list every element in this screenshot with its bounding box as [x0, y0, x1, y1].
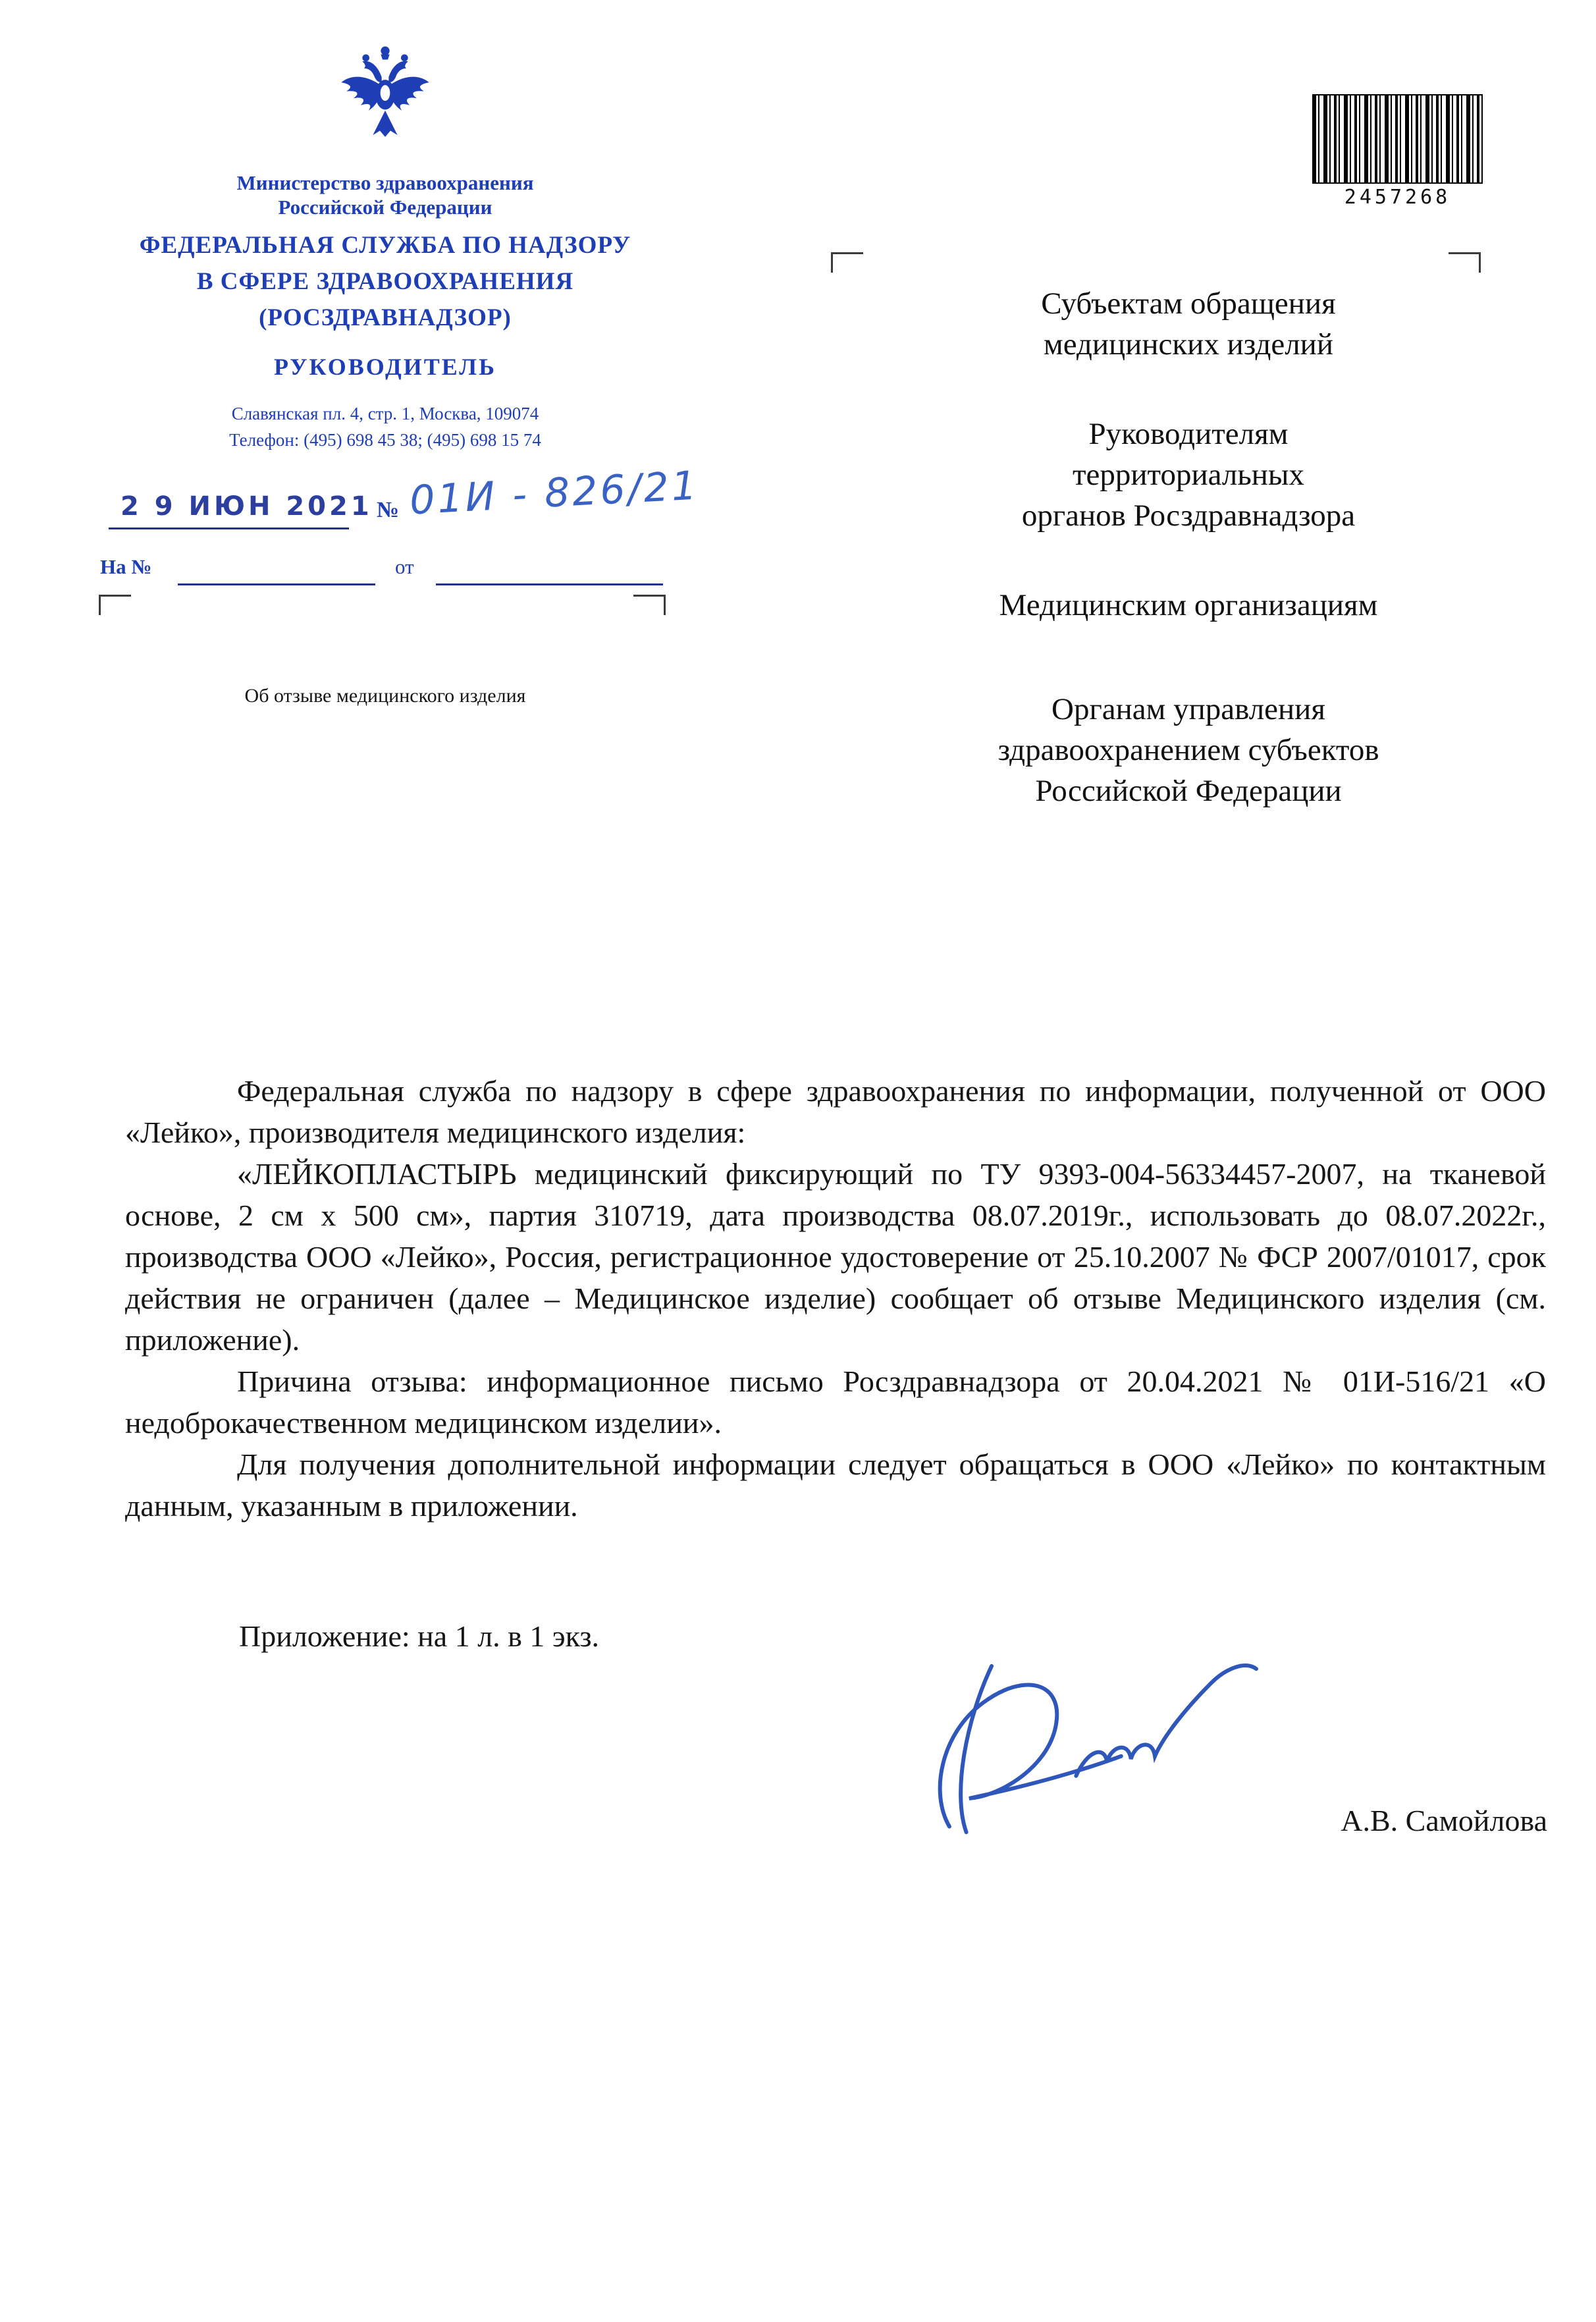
recipient-line: Органам управления [1051, 692, 1325, 726]
corner-mark-recipient-right [1449, 252, 1481, 273]
date-stamp: 2 9 ИЮН 2021 [120, 491, 373, 522]
ref-na-underline [178, 560, 375, 585]
position-title: РУКОВОДИТЕЛЬ [274, 354, 496, 380]
recipient-line: здравоохранением субъектов [998, 733, 1379, 767]
recipient-line: Медицинским организациям [999, 588, 1378, 622]
letter-body [125, 1070, 1546, 1526]
attachment-line: Приложение: на 1 л. в 1 экз. [239, 1619, 600, 1653]
recipient-block [876, 283, 1501, 365]
recipient-line: территориальных [1072, 458, 1305, 492]
recipient-line: Руководителям [1088, 417, 1289, 451]
emblem-wrap [92, 38, 678, 160]
ref-ot-label: от [395, 555, 414, 578]
subject-line: Об отзыве медицинского изделия [244, 685, 526, 707]
recipient-block [876, 689, 1501, 811]
body-paragraph: Для получения дополнительной информации следует обращаться в ООО «Лейко» по контактным данным, указанным в приложении. [125, 1447, 1546, 1523]
ministry-name [92, 171, 678, 219]
handwritten-signature [902, 1646, 1284, 1850]
number-sign: № [377, 498, 400, 522]
body-paragraph: Причина отзыва: информационное письмо Росздравнадзора от 20.04.2021 № 01И-516/21 «О недоброкачественном медицинском изделии». [125, 1364, 1546, 1440]
recipient-line: медицинских изделий [1043, 327, 1333, 362]
ref-ot-underline [436, 560, 663, 585]
recipient-line: органов Росздравнадзора [1021, 499, 1356, 533]
address-line: Славянская пл. 4, стр. 1, Москва, 109074 [231, 404, 539, 423]
corner-mark-recipient-left [831, 252, 863, 273]
date-underline [109, 504, 349, 529]
recipient-block [876, 414, 1501, 536]
agency-line: ФЕДЕРАЛЬНАЯ СЛУЖБА ПО НАДЗОРУ [139, 232, 631, 259]
ref-na-label: На № [100, 555, 152, 578]
agency-name [92, 227, 678, 336]
recipient-block [876, 585, 1501, 626]
agency-line: (РОСЗДРАВНАДЗОР) [259, 304, 512, 331]
contact-block [92, 400, 678, 453]
body-paragraph: Федеральная служба по надзору в сфере здравоохранения по информации, полученной от ООО «Лейко», производителя медицинского изделия: [125, 1074, 1546, 1149]
agency-line: В СФЕРЕ ЗДРАВООХРАНЕНИЯ [196, 268, 574, 295]
body-paragraph: «ЛЕЙКОПЛАСТЫРЬ медицинский фиксирующий по ТУ 9393-004-56334457-2007, на тканевой основе, 2 см х 500 см», партия 310719, дата производства 08.07.2019г., использовать до 08.07.2022г., производства ООО «Лейко», Россия, регистрационное удостоверение от 25.10.2007 № ФСР 2007/01017, срок действия не ограничен (далее – Медицинское изделие) сообщает об отзыве Медицинского изделия (см. приложение). [125, 1157, 1546, 1357]
recipient-line: Российской Федерации [1035, 774, 1342, 808]
phone-line: Телефон: (495) 698 45 38; (495) 698 15 74 [229, 430, 541, 450]
corner-mark-left [99, 595, 131, 615]
handwritten-outgoing-number: 01И - 826/21 [408, 462, 701, 524]
signer-name: А.В. Самойлова [1341, 1804, 1547, 1837]
coat-of-arms-emblem [332, 38, 438, 160]
ministry-line: Министерство здравоохранения [236, 171, 534, 194]
letterhead [92, 38, 678, 453]
barcode [1314, 95, 1481, 182]
recipient-line: Субъектам обращения [1041, 286, 1336, 321]
barcode-number: 2457268 [1307, 186, 1488, 209]
ministry-line: Российской Федерации [278, 196, 492, 219]
corner-mark-right [633, 595, 666, 615]
